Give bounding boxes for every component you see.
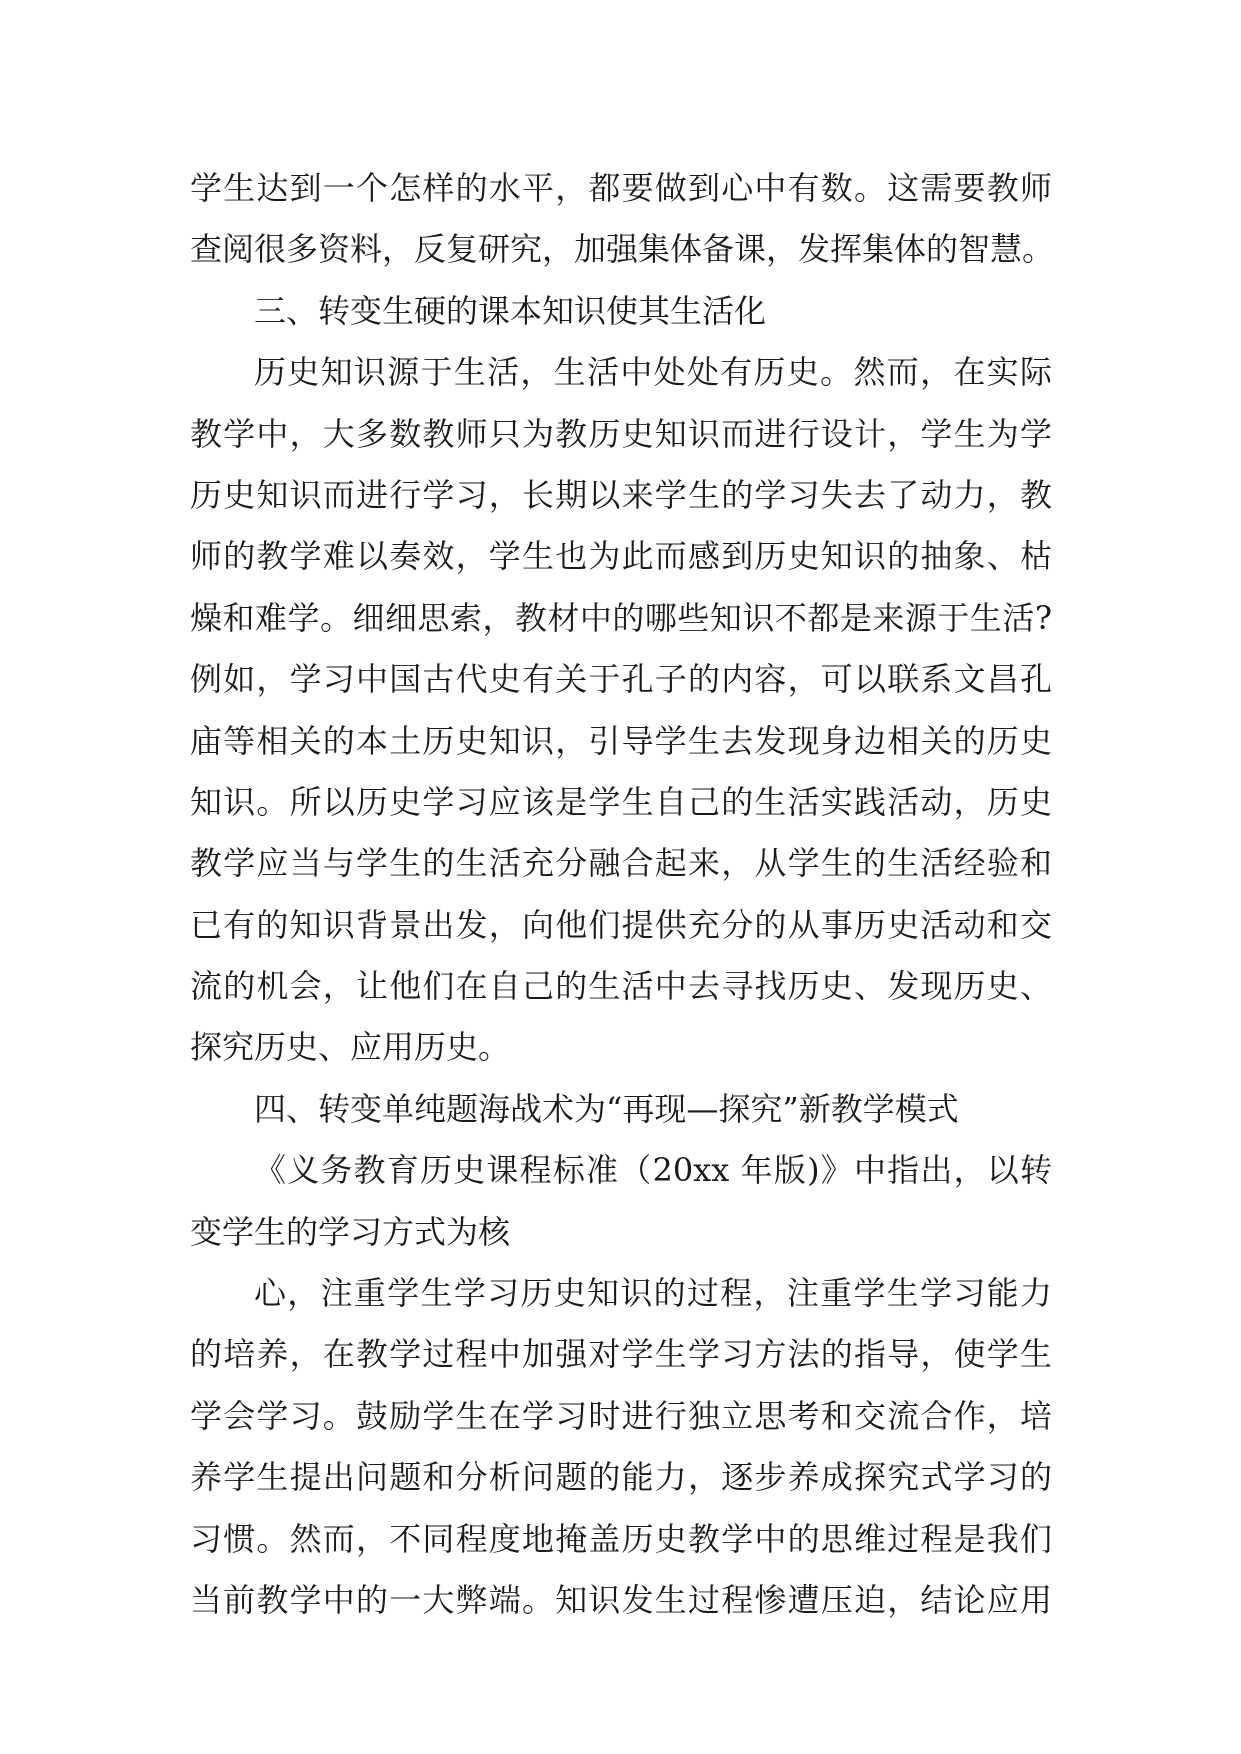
text-line: 例如，学习中国古代史有关于孔子的内容，可以联系文昌孔 <box>190 660 1052 699</box>
text-line: 教学中，大多数教师只为教历史知识而进行设计，学生为学 <box>190 414 1052 453</box>
text-line: 习惯。然而，不同程度地掩盖历史教学中的思维过程是我们 <box>190 1519 1052 1558</box>
text-line: 流的机会，让他们在自己的生活中去寻找历史、发现历史、 <box>190 967 1052 1006</box>
text-line: 教学应当与学生的生活充分融合起来，从学生的生活经验和 <box>190 844 1052 883</box>
text-line: 当前教学中的一大弊端。知识发生过程惨遭压迫，结论应用 <box>190 1580 1052 1619</box>
text-line: 燥和难学。细细思索，教材中的哪些知识不都是来源于生活? <box>190 598 1052 637</box>
text-line: 庙等相关的本土历史知识，引导学生去发现身边相关的历史 <box>190 721 1052 760</box>
text-line: 查阅很多资料，反复研究，加强集体备课，发挥集体的智慧。 <box>190 230 1055 269</box>
section-heading: 四、转变单纯题海战术为“再现—探究”新教学模式 <box>254 1089 959 1128</box>
text-line: 历史知识而进行学习，长期以来学生的学习失去了动力，教 <box>190 475 1052 514</box>
text-line: 心，注重学生学习历史知识的过程，注重学生学习能力 <box>254 1274 1052 1313</box>
text-line: 历史知识源于生活，生活中处处有历史。然而，在实际 <box>254 353 1052 392</box>
document-body <box>190 158 1055 1631</box>
section-heading: 三、转变生硬的课本知识使其生活化 <box>254 291 767 330</box>
text-line: 学会学习。鼓励学生在学习时进行独立思考和交流合作，培 <box>190 1396 1052 1435</box>
text-line: 知识。所以历史学习应该是学生自己的生活实践活动，历史 <box>190 782 1052 821</box>
text-line: 师的教学难以奏效，学生也为此而感到历史知识的抽象、枯 <box>190 537 1052 576</box>
text-line: 变学生的学习方式为核 <box>190 1212 511 1251</box>
text-line: 已有的知识背景出发，向他们提供充分的从事历史活动和交 <box>190 905 1052 944</box>
text-line: 的培养，在教学过程中加强对学生学习方法的指导，使学生 <box>190 1335 1052 1374</box>
text-line: 养学生提出问题和分析问题的能力，逐步养成探究式学习的 <box>190 1458 1052 1497</box>
text-line: 《义务教育历史课程标准（20xx 年版)》中指出，以转 <box>254 1151 1052 1190</box>
text-line: 探究历史、应用历史。 <box>190 1028 511 1067</box>
text-line: 学生达到一个怎样的水平，都要做到心中有数。这需要教师 <box>190 169 1052 207</box>
